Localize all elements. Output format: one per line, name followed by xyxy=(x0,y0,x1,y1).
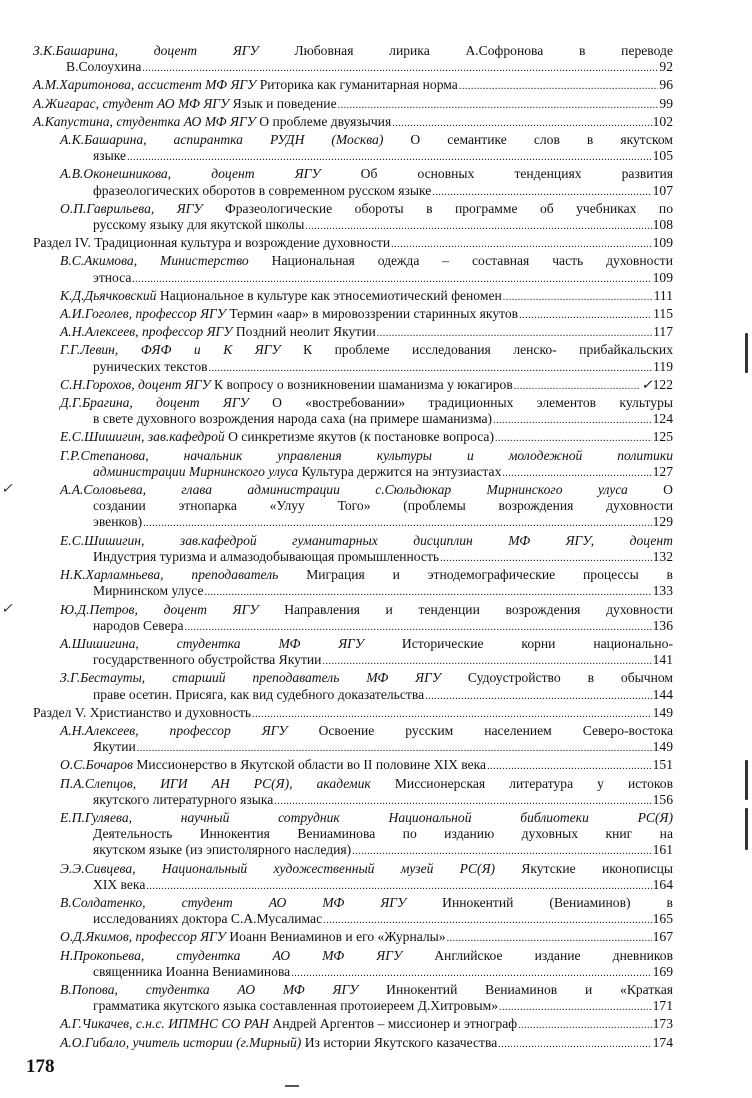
entry-title-cont: якутского литературного языка xyxy=(93,791,274,807)
entry-author: В.С.Акимова, Министерство xyxy=(60,253,249,269)
toc-entry xyxy=(33,132,673,166)
leader-dots xyxy=(146,879,651,895)
entry-page: 102 xyxy=(652,113,673,129)
entry-page: 173 xyxy=(652,1016,673,1032)
entry-title-cont: Якутии xyxy=(93,739,136,755)
entry-author: В.Попова, студентка АО МФ ЯГУ xyxy=(60,981,359,997)
entry-title: Направления и тенденции возрождения духовности xyxy=(284,601,674,617)
section-page: 149 xyxy=(652,704,673,720)
entry-author: Д.Г.Брагина, доцент ЯГУ xyxy=(60,395,249,411)
entry-title-cont: рунических текстов xyxy=(93,358,208,374)
entry-author: З.К.Башарина, доцент ЯГУ xyxy=(33,43,259,58)
leader-dots xyxy=(440,551,652,567)
entry-page: 105 xyxy=(652,148,673,164)
toc-entry xyxy=(33,429,673,447)
entry-page: 133 xyxy=(652,583,673,599)
entry-title-cont: этноса xyxy=(93,269,132,285)
leader-dots xyxy=(518,1018,652,1034)
leader-dots xyxy=(323,913,652,929)
toc-entry xyxy=(33,114,673,132)
entry-author: А.Г.Чикачев, с.н.с. ИПМНС СО РАН xyxy=(60,1016,269,1032)
entry-author: А.Н.Алексеев, профессор ЯГУ xyxy=(60,324,233,340)
scan-dash xyxy=(285,1085,299,1087)
toc-entry xyxy=(33,77,673,95)
entry-title: Об основных тенденциях развития xyxy=(360,166,673,182)
entry-title: Культура держится на энтузиастах xyxy=(301,463,502,479)
toc-entry xyxy=(33,96,673,114)
entry-author: З.Г.Бестауты, старший преподаватель МФ ЯГУ xyxy=(60,670,441,686)
entry-page: 165 xyxy=(652,911,673,927)
entry-title-cont: языке xyxy=(93,148,127,164)
toc-entry xyxy=(33,895,673,929)
leader-dots xyxy=(252,707,651,723)
entry-author: А.К.Башарина, аспирантка РУДН (Москва) xyxy=(60,132,384,148)
entry-page: 164 xyxy=(652,876,673,892)
entry-title-cont: эвенков) xyxy=(93,514,143,530)
toc-entry xyxy=(33,861,673,895)
entry-page: 132 xyxy=(652,548,673,564)
toc-entry xyxy=(33,377,673,395)
leader-dots xyxy=(432,185,651,201)
entry-title-cont: якутском языке (из эпистолярного наследия) xyxy=(93,842,352,858)
entry-page: 149 xyxy=(652,739,673,755)
entry-author: П.А.Слепцов, ИГИ АН РС(Я), академик xyxy=(60,775,371,791)
toc-entry xyxy=(33,43,673,77)
entry-author-cont: администрации Мирнинского улуса xyxy=(93,463,299,479)
toc-entry xyxy=(33,1016,673,1034)
toc-entry xyxy=(1,601,674,636)
entry-author: А.В.Оконешникова, доцент ЯГУ xyxy=(60,166,321,182)
entry-author: К.Д.Дьячковский xyxy=(60,287,157,303)
entry-author: А.О.Гибало, учитель истории (г.Мирный) xyxy=(60,1034,302,1050)
toc-entry xyxy=(33,723,673,757)
table-of-contents xyxy=(1,43,674,1053)
entry-title: Риторика как гуманитарная норма xyxy=(259,77,458,93)
section-heading-iv xyxy=(33,235,673,253)
entry-author: С.Н.Горохов, доцент ЯГУ xyxy=(60,376,211,392)
entry-page: 144 xyxy=(652,686,673,702)
toc-entry xyxy=(33,567,673,601)
handwritten-check-icon: ✓ xyxy=(1,601,13,617)
leader-dots xyxy=(291,966,651,982)
toc-entry xyxy=(33,306,673,324)
entry-author: О.С.Бочаров xyxy=(60,757,133,773)
leader-dots xyxy=(352,844,651,860)
entry-author: Э.Э.Сивцева, Национальный художественный музей РС(Я) xyxy=(60,860,496,876)
leader-dots xyxy=(338,98,659,114)
entry-title: Индустрия туризма и алмазодобывающая промышленность xyxy=(93,548,440,564)
toc-entry xyxy=(33,982,673,1016)
entry-page: 108 xyxy=(652,217,673,233)
entry-title: Термин «аар» в мировоззрении старинных якутов xyxy=(229,306,519,322)
entry-title: Миссионерская литература у истоков xyxy=(394,775,673,791)
leader-dots xyxy=(143,516,651,532)
entry-page: 122 xyxy=(652,376,673,392)
entry-author: А.Жигарас, студент АО МФ ЯГУ xyxy=(33,95,230,111)
entry-author: А.Шишигина, студентка МФ ЯГУ xyxy=(60,635,365,651)
entry-title-cont: XIX века xyxy=(93,876,146,892)
entry-title: Из истории Якутского казачества xyxy=(304,1034,498,1050)
leader-dots xyxy=(447,931,652,947)
leader-dots xyxy=(142,61,658,77)
entry-author: Е.П.Гуляева, научный сотрудник Национальной библиотеки РС(Я) xyxy=(60,809,673,825)
section-page: 109 xyxy=(652,235,673,251)
leader-dots xyxy=(274,794,651,810)
entry-title: Иннокентий (Вениаминов) в xyxy=(442,894,673,910)
entry-page: 141 xyxy=(652,652,673,668)
entry-title: Андрей Аргентов – миссионер и этнограф xyxy=(272,1016,518,1032)
leader-dots xyxy=(137,741,652,757)
entry-page: 124 xyxy=(652,411,673,427)
margin-mark xyxy=(745,760,748,800)
entry-page: 167 xyxy=(652,929,673,945)
entry-title: Фразеологические обороты в программе об учебниках по xyxy=(225,200,673,216)
entry-title: О синкретизме якутов (к постановке вопроса) xyxy=(228,429,494,445)
entry-title: Поздний неолит Якутии xyxy=(235,324,376,340)
entry-title-cont: русскому языку для якутской школы xyxy=(93,217,305,233)
entry-title-cont: праве осетин. Присяга, как вид судебного доказательства xyxy=(93,686,425,702)
entry-title-cont: народов Севера xyxy=(93,617,184,633)
entry-page: 151 xyxy=(652,757,673,773)
toc-entry xyxy=(33,810,673,861)
entry-title: Иннокентий Вениаминов и «Краткая xyxy=(386,981,673,997)
toc-entry xyxy=(33,757,673,775)
entry-title: Миграция и этнодемографические процессы в xyxy=(306,567,673,583)
entry-page: 125 xyxy=(652,429,673,445)
toc-entry xyxy=(33,776,673,810)
entry-title-cont: исследованиях доктора С.А.Мусалимас xyxy=(93,911,323,927)
handwritten-check-icon: ✓ xyxy=(641,376,653,392)
section-heading-v xyxy=(33,705,673,723)
toc-entry xyxy=(33,166,673,200)
entry-page: 117 xyxy=(653,324,673,340)
leader-dots xyxy=(498,1037,651,1053)
entry-title: Национальная одежда – составная часть духовности xyxy=(271,253,674,269)
leader-dots xyxy=(377,326,652,342)
leader-dots xyxy=(127,150,652,166)
margin-mark xyxy=(745,808,748,850)
leader-dots xyxy=(391,237,652,253)
toc-entry xyxy=(33,448,673,482)
toc-entry xyxy=(33,636,673,670)
entry-title: О семантике слов в якутском xyxy=(410,132,673,148)
entry-page: 161 xyxy=(652,842,673,858)
entry-page: 156 xyxy=(652,791,673,807)
toc-entry xyxy=(33,533,673,567)
entry-title-cont: в свете духовного возрождения народа саха (на примере шаманизма) xyxy=(93,411,493,427)
entry-title: Английское издание дневников xyxy=(434,947,673,963)
entry-author: А.Н.Алексеев, профессор ЯГУ xyxy=(60,722,288,738)
toc-entry xyxy=(33,324,673,342)
leader-dots xyxy=(204,585,651,601)
handwritten-check-icon: ✓ xyxy=(1,482,13,498)
toc-entry xyxy=(33,948,673,982)
entry-page: 169 xyxy=(652,963,673,979)
entry-author: Ю.Д.Петров, доцент ЯГУ xyxy=(60,601,259,617)
entry-title-cont: грамматика якутского языка составленная протоиереем Д.Хитровым» xyxy=(93,998,499,1014)
entry-author: Г.Г.Левин, ФЯФ и К ЯГУ xyxy=(60,342,281,358)
entry-title: Иоанн Вениаминов и его «Журналы» xyxy=(229,929,446,945)
leader-dots xyxy=(503,290,653,306)
entry-title: О «востребовании» традиционных элементов культуры xyxy=(272,395,673,411)
entry-page: 107 xyxy=(652,182,673,198)
entry-title-cont: Мирнинском улусе xyxy=(93,583,204,599)
toc-entry xyxy=(33,342,673,376)
toc-entry xyxy=(33,670,673,704)
toc-entry xyxy=(33,1035,673,1053)
entry-title: Исторические корни национально- xyxy=(401,635,673,651)
section-title: Раздел V. Христианство и духовность xyxy=(33,704,252,720)
entry-page: 109 xyxy=(652,269,673,285)
entry-title: Якутские иконописцы xyxy=(521,860,673,876)
entry-title-cont: священника Иоанна Вениаминова xyxy=(93,963,291,979)
entry-page: 127 xyxy=(652,463,673,479)
entry-page: 119 xyxy=(653,358,673,374)
leader-dots xyxy=(185,620,652,636)
entry-page: 171 xyxy=(652,998,673,1014)
toc-entry xyxy=(33,201,673,235)
leader-dots xyxy=(514,379,640,395)
toc-entry xyxy=(33,929,673,947)
entry-title: Любовная лирика А.Софронова в переводе xyxy=(294,43,673,58)
entry-title: О проблеме двуязычия xyxy=(259,113,392,129)
leader-dots xyxy=(493,413,652,429)
entry-author: А.М.Харитонова, ассистент МФ ЯГУ xyxy=(33,77,257,93)
entry-title: К проблеме исследования ленско- прибайкальских xyxy=(303,342,673,358)
leader-dots xyxy=(305,219,651,235)
leader-dots xyxy=(322,654,651,670)
entry-author: В.Солдатенко, студент АО МФ ЯГУ xyxy=(60,894,407,910)
section-title: Раздел IV. Традиционная культура и возрождение духовности xyxy=(33,235,391,251)
entry-author: Е.С.Шишигин, зав.кафедрой гуманитарных дисциплин МФ ЯГУ, доцент xyxy=(60,532,673,548)
entry-title-mid: создании этнопарка «Улуу Того» (проблемы возрождения духовности xyxy=(93,498,673,514)
toc-entry xyxy=(33,253,673,287)
entry-page: 111 xyxy=(653,287,673,303)
leader-dots xyxy=(519,308,652,324)
entry-author: О.П.Гаврильева, ЯГУ xyxy=(60,200,203,216)
entry-author: А.Капустина, студентка АО МФ ЯГУ xyxy=(33,113,256,129)
entry-title-cont: В.Солоухина xyxy=(66,59,142,75)
page-number: 178 xyxy=(26,1056,55,1077)
entry-page: 129 xyxy=(652,514,673,530)
entry-author: О.Д.Якимов, профессор ЯГУ xyxy=(60,929,226,945)
entry-title: Освоение русским населением Северо-востока xyxy=(318,722,673,738)
toc-entry xyxy=(33,288,673,306)
entry-title: Деятельность Иннокентия Вениаминова по изданию духовных книг на xyxy=(93,826,673,842)
entry-title-cont: фразеологических оборотов в современном русском языке xyxy=(93,182,432,198)
entry-title: Миссионерство в Якутской области во II половине XIX века xyxy=(136,757,487,773)
entry-author: Г.Р.Степанова, начальник управления культуры и молодежной политики xyxy=(60,447,673,463)
leader-dots xyxy=(209,361,653,377)
leader-dots xyxy=(502,466,651,482)
entry-page: 92 xyxy=(659,59,673,75)
toc-entry xyxy=(1,482,673,533)
entry-author: Е.С.Шишигин, зав.кафедрой xyxy=(60,429,225,445)
leader-dots xyxy=(132,272,651,288)
entry-page: 115 xyxy=(653,306,673,322)
entry-title-cont: государственного обустройства Якутии xyxy=(93,652,322,668)
entry-author: Н.Прокопьева, студентка АО МФ ЯГУ xyxy=(60,947,403,963)
entry-title: Язык и поведение xyxy=(232,95,337,111)
leader-dots xyxy=(495,431,652,447)
leader-dots xyxy=(499,1000,652,1016)
entry-page: 136 xyxy=(652,617,673,633)
entry-page: 96 xyxy=(659,77,673,93)
entry-page: 174 xyxy=(652,1034,673,1050)
entry-author: А.А.Соловьева, глава администрации с.Сюльдюкар Мирнинского улуса xyxy=(60,482,628,498)
entry-title: Национальное в культуре как этносемиотический феномен xyxy=(159,287,502,303)
leader-dots xyxy=(425,689,651,705)
entry-title: О xyxy=(663,482,673,498)
margin-mark xyxy=(745,333,748,373)
leader-dots xyxy=(487,759,652,775)
entry-author: Н.К.Харламньева, преподаватель xyxy=(60,567,279,583)
entry-author: А.И.Гоголев, профессор ЯГУ xyxy=(60,306,226,322)
leader-dots xyxy=(392,116,651,132)
entry-title: Судоустройство в обычном xyxy=(467,670,674,686)
entry-page: 99 xyxy=(659,95,673,111)
toc-entry xyxy=(33,395,673,429)
leader-dots xyxy=(459,79,659,95)
entry-title: К вопросу о возникновении шаманизма у юкагиров xyxy=(214,376,513,392)
